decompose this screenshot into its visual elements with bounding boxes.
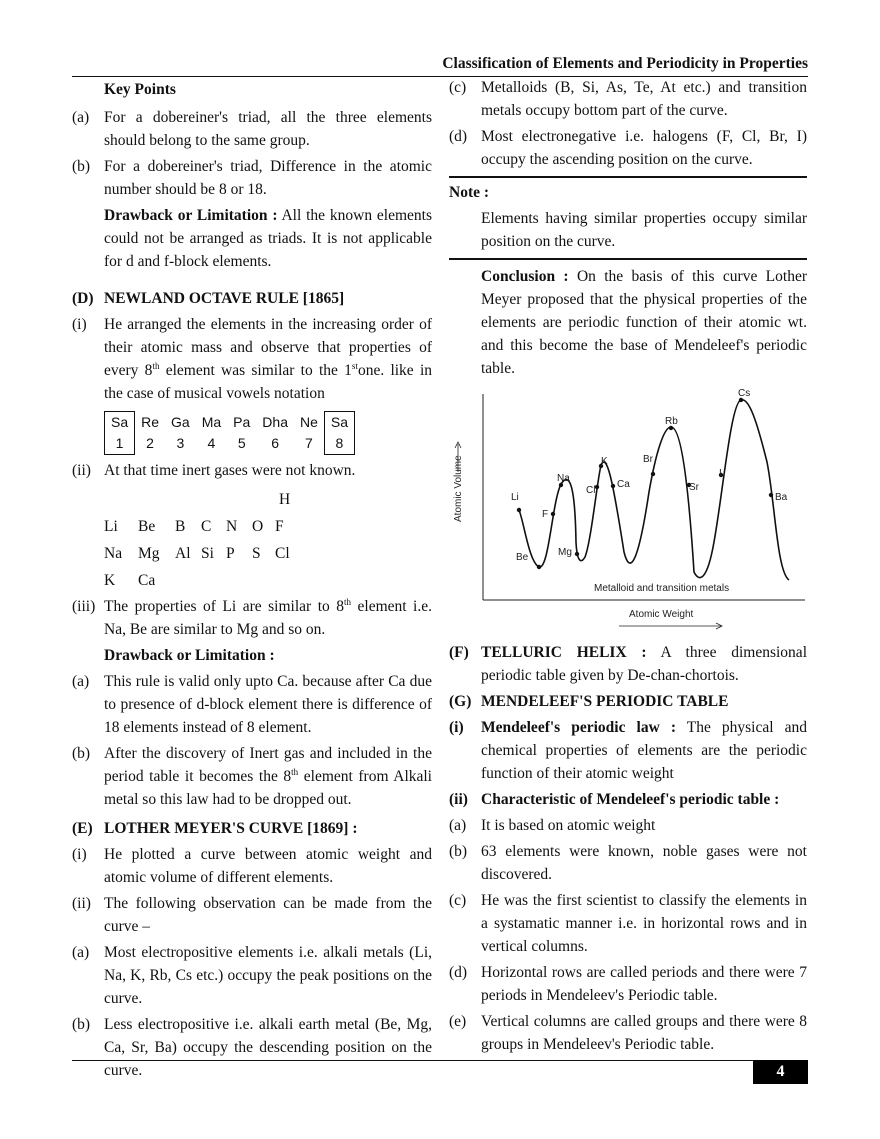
footer-rule [72,1060,808,1061]
grid-cell: P [226,545,235,562]
item-label: (d) [449,964,468,981]
item-label: (b) [72,158,91,175]
drawback-a [72,670,432,739]
note-cell: Pa [233,413,251,430]
item-label: (a) [449,817,467,834]
note-cell: Sa [324,412,354,434]
section-title: MENDELEEF'S PERIODIC TABLE [481,693,729,710]
grid-cell: Na [104,545,123,562]
element-label-br: Br [643,454,653,465]
section-g-c [449,889,807,958]
superscript: th [291,766,299,777]
item-text: For a dobereiner's triad, Difference in the atomic number should be 8 or 18. [104,158,432,198]
item-text: He plotted a curve between atomic weight and atomic volume of different elements. [104,846,432,886]
note-bottom-rule [449,258,807,260]
number-cell: 2 [146,435,154,452]
item-title: Mendeleef's periodic law : [481,719,676,736]
grid-cell: Li [104,518,118,535]
note-cell: Sa [105,412,135,434]
chart-annotation: Metalloid and transition metals [594,583,730,594]
data-points [517,398,773,569]
item-label: (b) [449,843,468,860]
section-label: (F) [449,644,469,661]
conclusion [449,265,807,380]
note-box [449,181,807,253]
item-text: He arranged the elements in the increasing order of their atomic mass and observe that properties of every 8 [104,316,432,379]
right-d [449,125,807,171]
element-label-na: Na [557,473,570,484]
item-label: (c) [449,79,467,96]
section-e-b [72,1013,432,1082]
grid-cell: Cl [275,545,290,562]
element-label-li: Li [511,492,519,503]
superscript: th [152,360,160,371]
element-label-sr: Sr [689,482,699,493]
section-title: LOTHER MEYER'S CURVE [1869] : [104,820,358,837]
item-label: (iii) [72,598,96,615]
item-text: Most electropositive elements i.e. alkali metals (Li, Na, K, Rb, Cs etc.) occupy the peak positions on the curve. [104,944,432,1007]
grid-cell: B [175,518,186,535]
item-label: (b) [72,745,91,762]
conclusion-title: Conclusion : [481,268,569,285]
item-label: (c) [449,892,467,909]
grid-cell: Ca [138,572,156,589]
section-g-b [449,840,807,886]
note-text: Elements having similar properties occupy similar position on the curve. [481,210,807,250]
element-label-i: I [719,468,722,479]
item-text: element from Alkali metal so this law had to be dropped out. [104,768,432,808]
item-label: (a) [72,109,90,126]
note-numbers-row [105,433,355,455]
number-cell: 4 [207,435,216,452]
data-point-mg [575,552,579,556]
data-point-ca [611,484,615,488]
item-text: It is based on atomic weight [481,817,656,834]
section-d-i [72,313,432,405]
grid-cell: S [252,545,261,562]
right-column [449,76,807,174]
item-label: (a) [72,673,90,690]
item-label: (ii) [449,791,468,808]
note-cell: Re [141,413,160,430]
data-point-cl [595,485,599,489]
section-d-heading [72,287,432,310]
item-text: Horizontal rows are called periods and there were 7 periods in Mendeleev's Periodic table. [481,964,807,1004]
grid-cell: Al [175,545,191,562]
note-cell: Ne [299,413,318,430]
grid-cell: K [104,572,116,589]
item-text: Metalloids (B, Si, As, Te, At etc.) and transition metals occupy bottom part of the curve. [481,79,807,119]
key-point-b [72,155,432,201]
data-point-br [651,472,655,476]
key-point-a [72,106,432,152]
number-cell: 5 [237,435,246,452]
element-label-ba: Ba [775,492,788,503]
section-e-ii [72,892,432,938]
item-label: (i) [72,846,87,863]
grid-cell: Be [138,518,156,535]
item-label: (b) [72,1016,91,1033]
item-text: The properties of Li are similar to 8 [104,598,344,615]
item-text: Vertical columns are called groups and there were 8 groups in Mendeleev's Periodic table. [481,1013,807,1053]
item-text: He was the first scientist to classify the elements in a systamatic manner i.e. in horizontal rows and in vertical columns. [481,892,807,955]
data-point-be [537,565,541,569]
element-label-rb: Rb [665,416,678,427]
item-text: element i.e. Na, Be are similar to Mg and so on. [104,598,432,638]
section-label: (D) [72,290,94,307]
number-cell: 3 [176,435,185,452]
drawback-b [72,742,432,811]
item-text: Most electronegative i.e. halogens (F, Cl, Br, I) occupy the ascending position on the curve. [481,128,807,168]
item-label: (e) [449,1013,467,1030]
item-title: Characteristic of Mendeleef's periodic table : [481,791,780,808]
grid-cell: Mg [138,545,160,562]
number-cell: 6 [271,435,280,452]
superscript: th [344,596,352,607]
conclusion-text: On the basis of this curve Lother Meyer proposed that the physical properties of the elements are periodic function of their atomic wt. and this become the base of Mendeleef's periodic table. [481,268,807,377]
superscript: st [351,360,358,371]
section-d-iii [72,595,432,641]
item-text: one. like in the case of musical vowels notation [104,362,432,402]
section-g-i [449,716,807,785]
section-g-e [449,1010,807,1056]
element-label-cl: Cl [586,485,596,496]
grid-cell: C [201,518,212,535]
lother-meyer-chart [449,382,809,632]
element-grid [72,485,432,595]
section-e-heading [72,817,432,840]
item-label: (ii) [72,895,91,912]
page-number: 4 [753,1060,808,1084]
item-text: Less electropositive i.e. alkali earth metal (Be, Mg, Ca, Sr, Ba) occupy the descending position on the curve. [104,1016,432,1079]
y-axis-label: Atomic Volume [453,455,464,522]
element-label-k: K [601,456,608,467]
section-title: NEWLAND OCTAVE RULE [1865] [104,290,345,307]
section-label: (G) [449,693,472,710]
note-cell: Ma [201,413,222,430]
item-text: After the discovery of Inert gas and included in the period table it becomes the 8 [104,745,432,785]
right-lower [449,641,807,1059]
number-cell: 7 [305,435,313,452]
section-e-i [72,843,432,889]
section-label: (E) [72,820,93,837]
item-label: (i) [72,316,87,333]
section-e-a [72,941,432,1010]
number-cell: 8 [324,433,354,455]
element-label-f: F [542,509,549,520]
grid-cell: Si [201,545,214,562]
note-cell: Dha [262,413,288,430]
note-title: Note : [449,184,490,201]
drawback-text: All the known elements could not be arranged as triads. It is not applicable for d and f-block elements. [104,207,432,270]
left-column [72,78,432,1085]
section-g-a [449,814,807,837]
note-top-rule [449,176,807,178]
item-label: (ii) [72,462,91,479]
item-label: (a) [72,944,90,961]
item-text: This rule is valid only upto Ca. because after Ca due to presence of d-block element there is difference of 18 elements instead of 8 element. [104,673,432,736]
notes-row [105,412,355,434]
item-text: For a dobereiner's triad, all the three elements should belong to the same group. [104,109,432,149]
page-header-title: Classification of Elements and Periodicity in Properties [442,55,808,72]
drawback-title: Drawback or Limitation : [104,207,278,224]
element-label-cs: Cs [738,388,751,399]
item-label: (d) [449,128,468,145]
section-g-d [449,961,807,1007]
data-point-li [517,508,521,512]
section-d-ii [72,459,432,482]
grid-h: H [279,491,291,508]
data-point-f [551,512,555,516]
element-label-mg: Mg [558,547,572,558]
item-text: A three dimensional periodic table given by De-chan-chortois. [481,644,807,684]
item-text: 63 elements were known, noble gases were not discovered. [481,843,807,883]
item-text: element was similar to the 1 [159,362,352,379]
grid-cell: F [275,518,284,535]
number-cell: 1 [105,433,135,455]
element-label-be: Be [516,552,529,563]
drawback2-title: Drawback or Limitation : [104,647,275,664]
grid-cell: O [252,518,264,535]
data-point-ba [769,493,773,497]
musical-notes-table [104,411,355,455]
note-cell: Ga [171,413,190,430]
grid-cell: N [226,518,238,535]
section-title: TELLURIC HELIX : [481,644,647,661]
key-points-title: Key Points [104,81,176,98]
x-axis-label: Atomic Weight [629,609,694,620]
drawback-paragraph [72,204,432,273]
element-label-ca: Ca [617,479,630,490]
item-text: The physical and chemical properties of elements are the periodic function of their atomic weight [481,719,807,782]
section-g-heading [449,690,807,713]
item-label: (i) [449,719,464,736]
section-g-ii-heading [449,788,807,811]
section-f [449,641,807,687]
right-c [449,76,807,122]
conclusion-paragraph [449,265,807,380]
item-text: At that time inert gases were not known. [104,462,356,479]
element-labels [511,388,788,563]
item-text: The following observation can be made from the curve – [104,895,432,935]
